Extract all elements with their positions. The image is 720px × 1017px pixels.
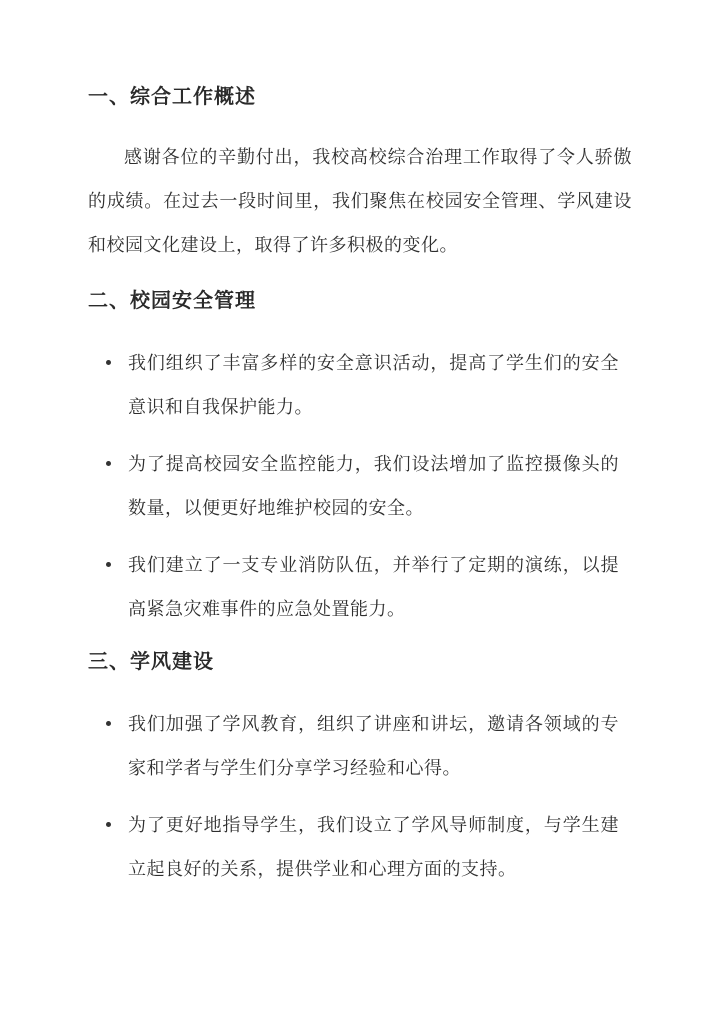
list-item [88,543,619,631]
bullet-list-campus-security [88,341,632,631]
section-heading-study-style: 三、学风建设 [88,651,214,673]
list-item-text: 我们组织了丰富多样的安全意识活动，提高了学生们的安全意识和自我保护能力。 [128,353,619,417]
list-item [88,702,619,790]
list-item [88,442,619,530]
bullet-icon [106,721,111,726]
bullet-icon [106,360,111,365]
list-item-text: 我们加强了学风教育，组织了讲座和讲坛，邀请各领域的专家和学者与学生们分享学习经验和心得。 [128,714,619,778]
list-item [88,803,619,891]
list-item-text: 为了提高校园安全监控能力，我们设法增加了监控摄像头的数量，以便更好地维护校园的安全。 [128,454,619,518]
section-heading-campus-security: 二、校园安全管理 [88,290,256,312]
list-item-text: 为了更好地指导学生，我们设立了学风导师制度，与学生建立起良好的关系，提供学业和心理方面的支持。 [128,815,619,879]
bullet-icon [106,562,111,567]
list-item-text: 我们建立了一支专业消防队伍，并举行了定期的演练，以提高紧急灾难事件的应急处置能力。 [128,555,619,619]
list-item [88,341,619,429]
bullet-icon [106,822,111,827]
bullet-list-study-style [88,702,632,891]
overview-paragraph: 感谢各位的辛勤付出，我校高校综合治理工作取得了令人骄傲的成绩。在过去一段时间里，我们聚焦在校园安全管理、学风建设和校园文化建设上，取得了许多积极的变化。 [88,147,632,255]
bullet-icon [106,461,111,466]
section-heading-overview: 一、综合工作概述 [88,86,256,108]
